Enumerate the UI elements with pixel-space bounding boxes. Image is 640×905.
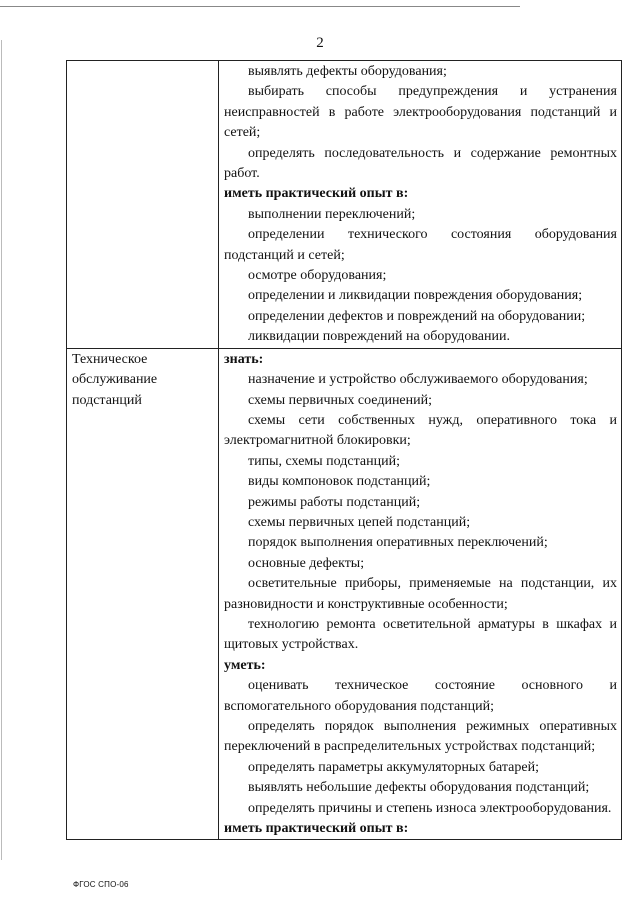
section-heading: знать: [224, 351, 264, 367]
table-cell-module [67, 348, 219, 840]
list-item: определении и ликвидации повреждения оборудования; [248, 288, 583, 304]
list-item: выполнении переключений; [248, 206, 416, 222]
list-item: осветительные приборы, применяемые на подстанции, их разновидности и конструктивные особенности; [224, 576, 617, 612]
table-row [67, 61, 622, 349]
requirements-list [219, 349, 621, 840]
list-item: определять порядок выполнения режимных оперативных переключений в распределительных устройствах подстанций; [224, 719, 617, 755]
table-cell-module [67, 61, 219, 349]
table-cell-requirements [219, 61, 622, 349]
page-number: 2 [316, 35, 324, 51]
list-item: типы, схемы подстанций; [248, 453, 400, 469]
competency-table [66, 60, 622, 840]
list-item: основные дефекты; [248, 555, 365, 571]
list-item: оценивать техническое состояние основного и вспомогательного оборудования подстанций; [224, 678, 617, 714]
list-item: схемы первичных соединений; [248, 392, 433, 408]
list-item: выявлять небольшие дефекты оборудования подстанций; [248, 780, 590, 796]
list-item: схемы первичных цепей подстанций; [248, 514, 471, 530]
list-item: технологию ремонта осветительной арматуры в шкафах и щитовых устройствах. [224, 616, 617, 653]
list-item: определении дефектов и повреждений на оборудовании; [248, 308, 586, 324]
section-heading: иметь практический опыт в: [224, 821, 409, 837]
list-item: выбирать способы предупреждения и устранения неисправностей в работе электрооборудования подстанций и сетей; [224, 84, 617, 141]
list-item: определять параметры аккумуляторных батарей; [248, 759, 539, 775]
scan-edge-shadow [1, 40, 2, 860]
list-item: назначение и устройство обслуживаемого оборудования; [248, 372, 588, 388]
list-item: схемы сети собственных нужд, оперативного тока и электромагнитной блокировки; [224, 412, 617, 449]
module-title: Техническое обслуживание подстанций [72, 351, 158, 408]
table-cell-requirements [219, 348, 622, 840]
list-item: режимы работы подстанций; [248, 494, 421, 510]
list-item: виды компоновок подстанций; [248, 474, 431, 490]
footer-label: ФГОС СПО-06 [73, 880, 129, 889]
list-item: выявлять дефекты оборудования; [248, 64, 447, 79]
requirements-list [219, 61, 621, 348]
module-title [67, 61, 218, 62]
section-heading: уметь: [224, 657, 266, 673]
list-item: определять последовательность и содержание ремонтных работ. [224, 145, 617, 182]
scan-edge-line [0, 6, 520, 7]
list-item: определять причины и степень износа электрооборудования. [248, 800, 612, 816]
table-row [67, 348, 622, 840]
list-item: ликвидации повреждений на оборудовании. [248, 329, 511, 345]
list-item: осмотре оборудования; [248, 268, 387, 284]
list-item: порядок выполнения оперативных переключений; [248, 535, 548, 551]
section-heading: иметь практический опыт в: [224, 186, 409, 202]
list-item: определении технического состояния оборудования подстанций и сетей; [224, 227, 617, 263]
